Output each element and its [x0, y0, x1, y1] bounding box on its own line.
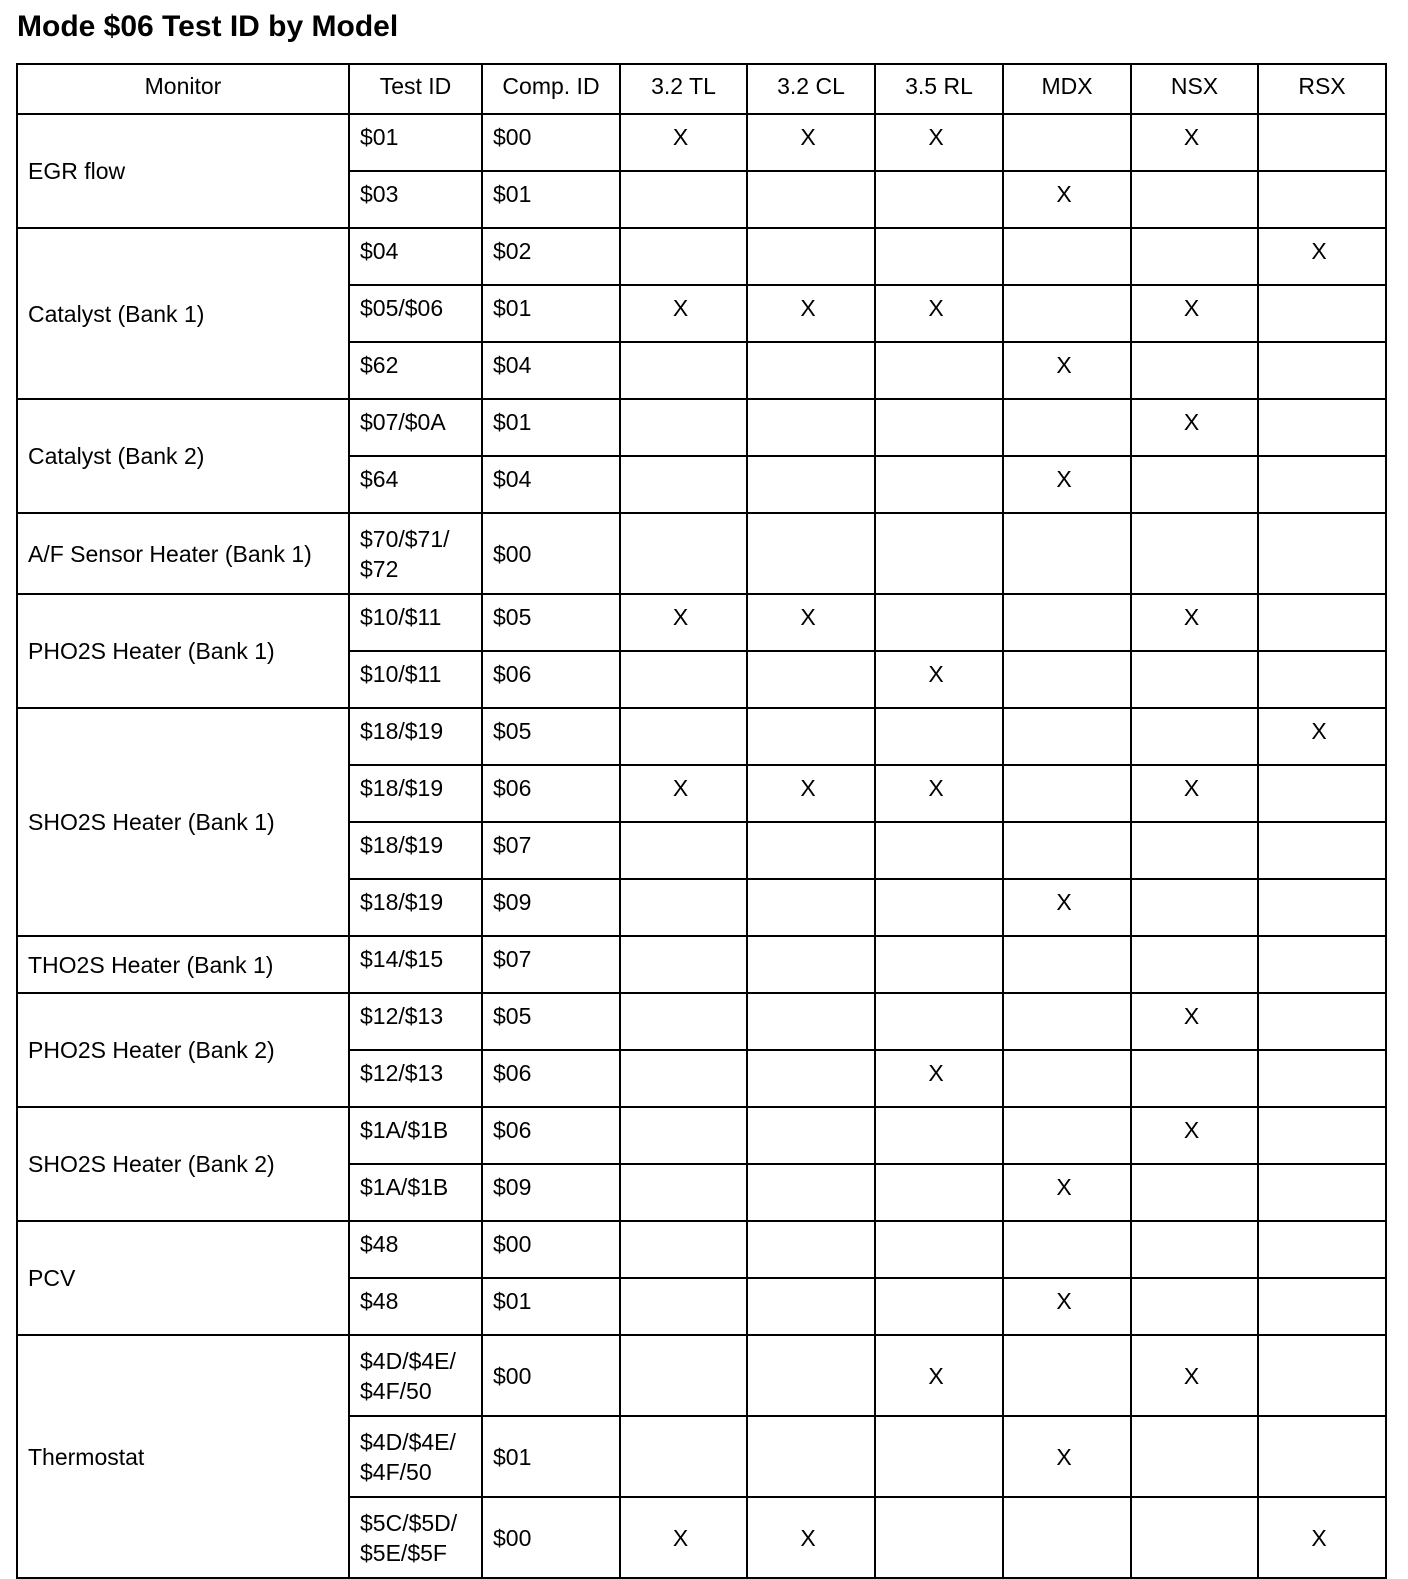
- column-header-mdx: MDX: [1003, 64, 1131, 114]
- column-header-3-2-cl: 3.2 CL: [747, 64, 875, 114]
- test-id-cell: $14/$15: [349, 936, 482, 993]
- comp-id-cell: $01: [482, 285, 620, 342]
- model-mark-cell: X: [1131, 285, 1258, 342]
- model-mark-cell: [1258, 1107, 1386, 1164]
- model-mark-cell: [747, 228, 875, 285]
- model-mark-cell: X: [875, 285, 1003, 342]
- monitor-cell: A/F Sensor Heater (Bank 1): [17, 513, 349, 594]
- model-mark-cell: [1003, 114, 1131, 171]
- model-mark-cell: X: [747, 594, 875, 651]
- model-mark-cell: [1131, 1278, 1258, 1335]
- model-mark-cell: [1003, 399, 1131, 456]
- model-mark-cell: X: [1131, 1107, 1258, 1164]
- model-mark-cell: [747, 513, 875, 594]
- model-mark-cell: [747, 1416, 875, 1497]
- comp-id-cell: $01: [482, 1278, 620, 1335]
- comp-id-cell: $01: [482, 399, 620, 456]
- model-mark-cell: [1003, 936, 1131, 993]
- mode06-test-id-table: [16, 63, 1387, 1579]
- model-mark-cell: [1131, 651, 1258, 708]
- table-row: [17, 114, 1386, 171]
- model-mark-cell: [875, 228, 1003, 285]
- model-mark-cell: [1131, 879, 1258, 936]
- model-mark-cell: X: [747, 765, 875, 822]
- comp-id-cell: $04: [482, 456, 620, 513]
- model-mark-cell: [1131, 936, 1258, 993]
- monitor-cell: PCV: [17, 1221, 349, 1335]
- table-row: [17, 993, 1386, 1050]
- model-mark-cell: X: [620, 114, 747, 171]
- model-mark-cell: [1258, 1416, 1386, 1497]
- model-mark-cell: [620, 993, 747, 1050]
- model-mark-cell: [875, 594, 1003, 651]
- model-mark-cell: [620, 651, 747, 708]
- model-mark-cell: [1131, 1416, 1258, 1497]
- model-mark-cell: [875, 936, 1003, 993]
- model-mark-cell: [1131, 1050, 1258, 1107]
- model-mark-cell: [1258, 879, 1386, 936]
- comp-id-cell: $06: [482, 1107, 620, 1164]
- test-id-cell: $48: [349, 1278, 482, 1335]
- test-id-cell: $07/$0A: [349, 399, 482, 456]
- model-mark-cell: [1003, 822, 1131, 879]
- model-mark-cell: X: [747, 114, 875, 171]
- model-mark-cell: X: [1003, 1164, 1131, 1221]
- comp-id-cell: $06: [482, 765, 620, 822]
- monitor-cell: PHO2S Heater (Bank 1): [17, 594, 349, 708]
- model-mark-cell: X: [620, 1497, 747, 1578]
- model-mark-cell: [747, 1050, 875, 1107]
- comp-id-cell: $09: [482, 1164, 620, 1221]
- test-id-cell: $62: [349, 342, 482, 399]
- model-mark-cell: X: [1131, 993, 1258, 1050]
- model-mark-cell: X: [1003, 342, 1131, 399]
- model-mark-cell: [875, 456, 1003, 513]
- model-mark-cell: [620, 399, 747, 456]
- model-mark-cell: [875, 822, 1003, 879]
- monitor-cell: PHO2S Heater (Bank 2): [17, 993, 349, 1107]
- model-mark-cell: [1258, 1335, 1386, 1416]
- test-id-cell: $01: [349, 114, 482, 171]
- model-mark-cell: X: [747, 285, 875, 342]
- model-mark-cell: [1258, 342, 1386, 399]
- model-mark-cell: [620, 513, 747, 594]
- model-mark-cell: [620, 1164, 747, 1221]
- model-mark-cell: [1003, 1221, 1131, 1278]
- comp-id-cell: $07: [482, 822, 620, 879]
- model-mark-cell: [1258, 114, 1386, 171]
- comp-id-cell: $02: [482, 228, 620, 285]
- model-mark-cell: X: [875, 114, 1003, 171]
- model-mark-cell: [1003, 285, 1131, 342]
- model-mark-cell: [875, 399, 1003, 456]
- model-mark-cell: [1003, 765, 1131, 822]
- model-mark-cell: [747, 1278, 875, 1335]
- model-mark-cell: [747, 1107, 875, 1164]
- model-mark-cell: X: [1003, 1416, 1131, 1497]
- table-row: [17, 1221, 1386, 1278]
- model-mark-cell: [747, 936, 875, 993]
- model-mark-cell: X: [747, 1497, 875, 1578]
- model-mark-cell: [875, 1164, 1003, 1221]
- test-id-cell: $10/$11: [349, 594, 482, 651]
- model-mark-cell: [1258, 285, 1386, 342]
- model-mark-cell: [620, 171, 747, 228]
- model-mark-cell: [1003, 1107, 1131, 1164]
- model-mark-cell: X: [1131, 594, 1258, 651]
- table-row: [17, 1107, 1386, 1164]
- test-id-cell: $5C/$5D/ $5E/$5F: [349, 1497, 482, 1578]
- column-header-3-2-tl: 3.2 TL: [620, 64, 747, 114]
- test-id-cell: $1A/$1B: [349, 1107, 482, 1164]
- model-mark-cell: [1131, 1164, 1258, 1221]
- model-mark-cell: X: [1258, 708, 1386, 765]
- model-mark-cell: [875, 993, 1003, 1050]
- model-mark-cell: [875, 1278, 1003, 1335]
- column-header-nsx: NSX: [1131, 64, 1258, 114]
- column-header-comp-id: Comp. ID: [482, 64, 620, 114]
- table-row: [17, 1335, 1386, 1416]
- model-mark-cell: [1258, 765, 1386, 822]
- test-id-cell: $03: [349, 171, 482, 228]
- test-id-cell: $70/$71/ $72: [349, 513, 482, 594]
- model-mark-cell: [620, 342, 747, 399]
- comp-id-cell: $01: [482, 1416, 620, 1497]
- model-mark-cell: [747, 651, 875, 708]
- comp-id-cell: $05: [482, 708, 620, 765]
- model-mark-cell: [1258, 1050, 1386, 1107]
- test-id-cell: $05/$06: [349, 285, 482, 342]
- model-mark-cell: X: [1131, 765, 1258, 822]
- model-mark-cell: [1003, 993, 1131, 1050]
- model-mark-cell: [1003, 228, 1131, 285]
- model-mark-cell: X: [875, 1335, 1003, 1416]
- model-mark-cell: [620, 1107, 747, 1164]
- model-mark-cell: [747, 822, 875, 879]
- model-mark-cell: [620, 1278, 747, 1335]
- test-id-cell: $10/$11: [349, 651, 482, 708]
- model-mark-cell: [875, 1416, 1003, 1497]
- model-mark-cell: [1258, 936, 1386, 993]
- model-mark-cell: [1003, 1335, 1131, 1416]
- model-mark-cell: [1003, 651, 1131, 708]
- model-mark-cell: [1258, 1221, 1386, 1278]
- model-mark-cell: [620, 1335, 747, 1416]
- header-row: [17, 64, 1386, 114]
- comp-id-cell: $00: [482, 114, 620, 171]
- test-id-cell: $12/$13: [349, 993, 482, 1050]
- model-mark-cell: X: [875, 651, 1003, 708]
- model-mark-cell: [747, 708, 875, 765]
- page-title: Mode $06 Test ID by Model: [17, 10, 399, 43]
- model-mark-cell: [1258, 171, 1386, 228]
- test-id-cell: $18/$19: [349, 708, 482, 765]
- model-mark-cell: X: [1003, 456, 1131, 513]
- model-mark-cell: [620, 1221, 747, 1278]
- model-mark-cell: X: [1003, 879, 1131, 936]
- model-mark-cell: [1258, 399, 1386, 456]
- model-mark-cell: [747, 879, 875, 936]
- model-mark-cell: [620, 708, 747, 765]
- model-mark-cell: [1003, 594, 1131, 651]
- model-mark-cell: [875, 879, 1003, 936]
- model-mark-cell: [1131, 1221, 1258, 1278]
- test-id-cell: $48: [349, 1221, 482, 1278]
- table-row: [17, 594, 1386, 651]
- model-mark-cell: [620, 822, 747, 879]
- model-mark-cell: [1131, 1497, 1258, 1578]
- monitor-cell: SHO2S Heater (Bank 1): [17, 708, 349, 936]
- model-mark-cell: [875, 513, 1003, 594]
- model-mark-cell: [875, 1221, 1003, 1278]
- monitor-cell: SHO2S Heater (Bank 2): [17, 1107, 349, 1221]
- test-id-cell: $4D/$4E/ $4F/50: [349, 1335, 482, 1416]
- model-mark-cell: [747, 399, 875, 456]
- model-mark-cell: [620, 228, 747, 285]
- model-mark-cell: X: [620, 285, 747, 342]
- comp-id-cell: $00: [482, 513, 620, 594]
- model-mark-cell: [1131, 228, 1258, 285]
- comp-id-cell: $05: [482, 594, 620, 651]
- model-mark-cell: [1258, 513, 1386, 594]
- comp-id-cell: $04: [482, 342, 620, 399]
- model-mark-cell: X: [1258, 1497, 1386, 1578]
- model-mark-cell: X: [875, 765, 1003, 822]
- model-mark-cell: [1131, 708, 1258, 765]
- model-mark-cell: [1258, 822, 1386, 879]
- model-mark-cell: [1258, 993, 1386, 1050]
- model-mark-cell: [875, 1497, 1003, 1578]
- comp-id-cell: $00: [482, 1335, 620, 1416]
- comp-id-cell: $07: [482, 936, 620, 993]
- column-header-rsx: RSX: [1258, 64, 1386, 114]
- model-mark-cell: [747, 1164, 875, 1221]
- model-mark-cell: [1258, 1164, 1386, 1221]
- test-id-cell: $18/$19: [349, 822, 482, 879]
- model-mark-cell: X: [620, 594, 747, 651]
- column-header-3-5-rl: 3.5 RL: [875, 64, 1003, 114]
- model-mark-cell: [1258, 456, 1386, 513]
- table-row: [17, 399, 1386, 456]
- model-mark-cell: X: [875, 1050, 1003, 1107]
- model-mark-cell: [1131, 171, 1258, 228]
- model-mark-cell: [875, 171, 1003, 228]
- model-mark-cell: [875, 342, 1003, 399]
- model-mark-cell: [747, 1221, 875, 1278]
- model-mark-cell: [1131, 513, 1258, 594]
- comp-id-cell: $01: [482, 171, 620, 228]
- model-mark-cell: X: [1131, 114, 1258, 171]
- test-id-cell: $1A/$1B: [349, 1164, 482, 1221]
- table-body: [17, 114, 1386, 1578]
- model-mark-cell: X: [1003, 171, 1131, 228]
- model-mark-cell: [1258, 594, 1386, 651]
- monitor-cell: Catalyst (Bank 2): [17, 399, 349, 513]
- column-header-test-id: Test ID: [349, 64, 482, 114]
- model-mark-cell: [1131, 456, 1258, 513]
- comp-id-cell: $00: [482, 1221, 620, 1278]
- test-id-cell: $12/$13: [349, 1050, 482, 1107]
- comp-id-cell: $09: [482, 879, 620, 936]
- column-header-monitor: Monitor: [17, 64, 349, 114]
- table-row: [17, 513, 1386, 594]
- model-mark-cell: [747, 1335, 875, 1416]
- model-mark-cell: [875, 1107, 1003, 1164]
- table-row: [17, 936, 1386, 993]
- model-mark-cell: [747, 993, 875, 1050]
- model-mark-cell: [620, 936, 747, 993]
- comp-id-cell: $06: [482, 651, 620, 708]
- model-mark-cell: [620, 456, 747, 513]
- test-id-cell: $04: [349, 228, 482, 285]
- comp-id-cell: $00: [482, 1497, 620, 1578]
- model-mark-cell: X: [620, 765, 747, 822]
- test-id-cell: $18/$19: [349, 879, 482, 936]
- comp-id-cell: $06: [482, 1050, 620, 1107]
- monitor-cell: THO2S Heater (Bank 1): [17, 936, 349, 993]
- table-row: [17, 708, 1386, 765]
- model-mark-cell: [620, 1416, 747, 1497]
- monitor-cell: EGR flow: [17, 114, 349, 228]
- model-mark-cell: [1003, 708, 1131, 765]
- model-mark-cell: X: [1131, 399, 1258, 456]
- model-mark-cell: [1258, 1278, 1386, 1335]
- model-mark-cell: [1258, 651, 1386, 708]
- comp-id-cell: $05: [482, 993, 620, 1050]
- model-mark-cell: [1003, 513, 1131, 594]
- monitor-cell: Catalyst (Bank 1): [17, 228, 349, 399]
- model-mark-cell: [747, 456, 875, 513]
- model-mark-cell: X: [1131, 1335, 1258, 1416]
- model-mark-cell: [747, 342, 875, 399]
- table-row: [17, 228, 1386, 285]
- model-mark-cell: [747, 171, 875, 228]
- model-mark-cell: [620, 1050, 747, 1107]
- model-mark-cell: [875, 708, 1003, 765]
- test-id-cell: $64: [349, 456, 482, 513]
- model-mark-cell: [620, 879, 747, 936]
- model-mark-cell: [1131, 342, 1258, 399]
- monitor-cell: Thermostat: [17, 1335, 349, 1578]
- model-mark-cell: [1003, 1497, 1131, 1578]
- model-mark-cell: [1003, 1050, 1131, 1107]
- test-id-cell: $4D/$4E/ $4F/50: [349, 1416, 482, 1497]
- model-mark-cell: X: [1003, 1278, 1131, 1335]
- test-id-cell: $18/$19: [349, 765, 482, 822]
- model-mark-cell: [1131, 822, 1258, 879]
- model-mark-cell: X: [1258, 228, 1386, 285]
